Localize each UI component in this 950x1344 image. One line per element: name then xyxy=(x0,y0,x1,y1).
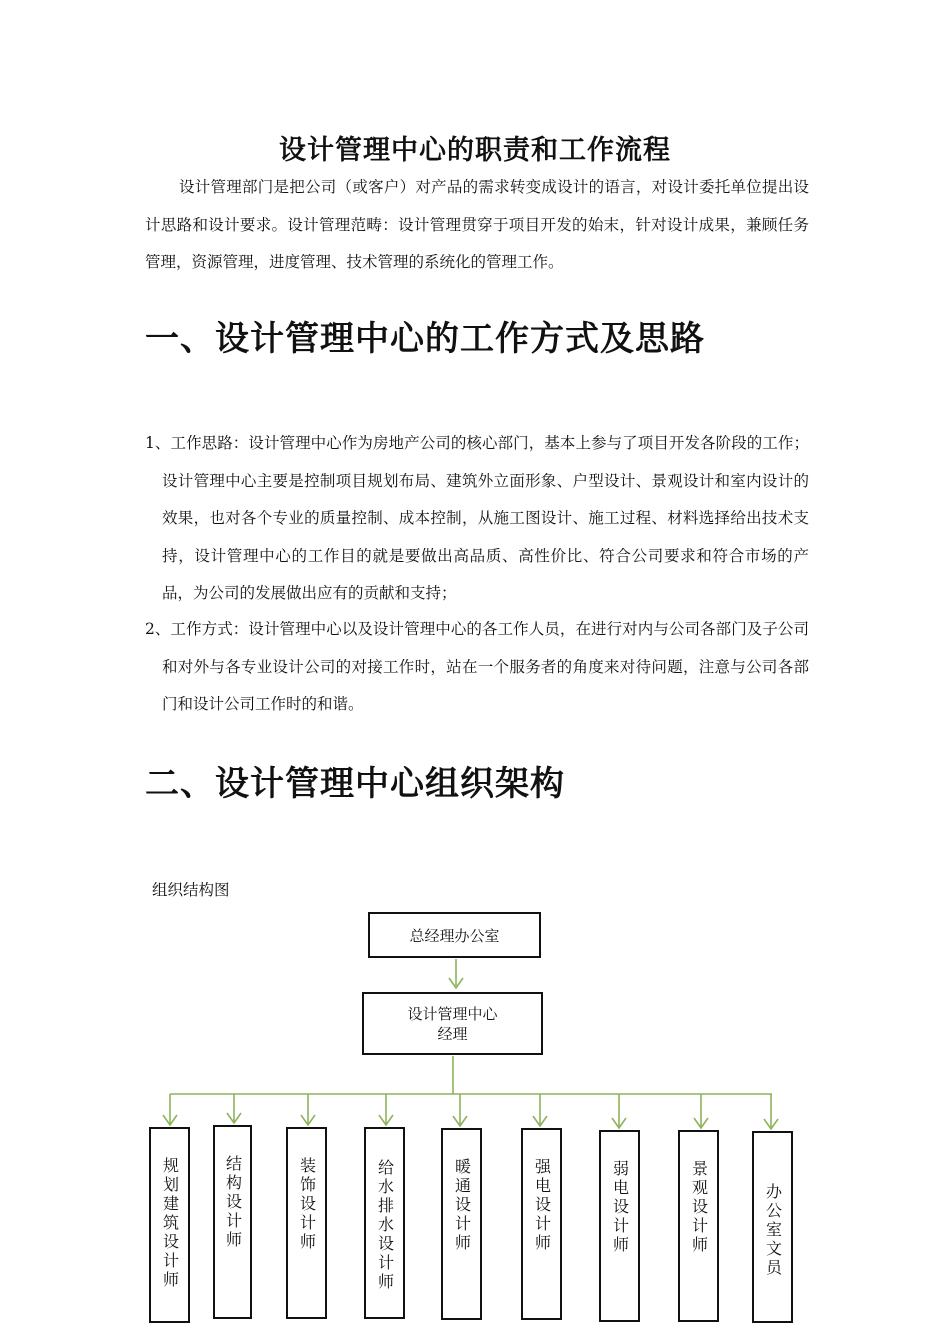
org-chart-label: 组织结构图 xyxy=(152,881,230,899)
branch-drops xyxy=(163,1094,778,1129)
position-label: 办公室文员 xyxy=(763,1183,783,1278)
general-manager-office-label: 总经理办公室 xyxy=(409,926,500,945)
intro-paragraph: 设计管理部门是把公司（或客户）对产品的需求转变成设计的语言，对设计委托单位提出设计思路和设计要求。设计管理范畴：设计管理贯穿于项目开发的始末，针对设计成果，兼顾任务管理，资源管理，进度管理、技术管理的系统化的管理工作。 xyxy=(145,178,809,271)
position-label: 强电设计师 xyxy=(532,1158,552,1253)
position-label: 给水排水设计师 xyxy=(375,1159,395,1292)
position-label: 装饰设计师 xyxy=(297,1157,317,1252)
position-label: 景观设计师 xyxy=(689,1160,709,1255)
position-label: 弱电设计师 xyxy=(610,1160,630,1255)
position-box xyxy=(752,1131,793,1323)
position-box xyxy=(364,1127,405,1319)
position-box xyxy=(678,1130,719,1322)
design-center-manager-box xyxy=(362,992,543,1055)
design-center-manager-label: 设计管理中心 经理 xyxy=(407,1004,498,1043)
position-box xyxy=(149,1127,190,1323)
position-label: 暖通设计师 xyxy=(452,1158,472,1253)
position-box xyxy=(213,1125,252,1319)
work-method-item: 2、工作方式：设计管理中心以及设计管理中心的各工作人员，在进行对内与公司各部门及子公司和对外与各专业设计公司的对接工作时，站在一个服务者的角度来对待问题，注意与公司各部门和设计公司工作时的和谐。 xyxy=(145,620,809,713)
work-thinking-item: 1、工作思路：设计管理中心作为房地产公司的核心部门，基本上参与了项目开发各阶段的工作；设计管理中心主要是控制项目规划布局、建筑外立面形象、户型设计、景观设计和室内设计的效果，也对各个专业的质量控制、成本控制，从施工图设计、施工过程、材料选择给出技术支持，设计管理中心的工作目的就是要做出高品质、高性价比、符合公司要求和符合市场的产品，为公司的发展做出应有的贡献和支持； xyxy=(145,434,809,602)
position-box xyxy=(599,1130,640,1322)
position-box xyxy=(286,1127,327,1319)
general-manager-office-box xyxy=(368,912,541,958)
section-2-heading: 二、设计管理中心组织架构 xyxy=(145,764,565,804)
position-box xyxy=(441,1128,482,1320)
document-title: 设计管理中心的职责和工作流程 xyxy=(279,135,671,166)
position-box xyxy=(521,1128,562,1320)
position-label: 规划建筑设计师 xyxy=(160,1157,180,1290)
section-1-heading: 一、设计管理中心的工作方式及思路 xyxy=(145,319,705,359)
position-label: 结构设计师 xyxy=(223,1155,243,1250)
